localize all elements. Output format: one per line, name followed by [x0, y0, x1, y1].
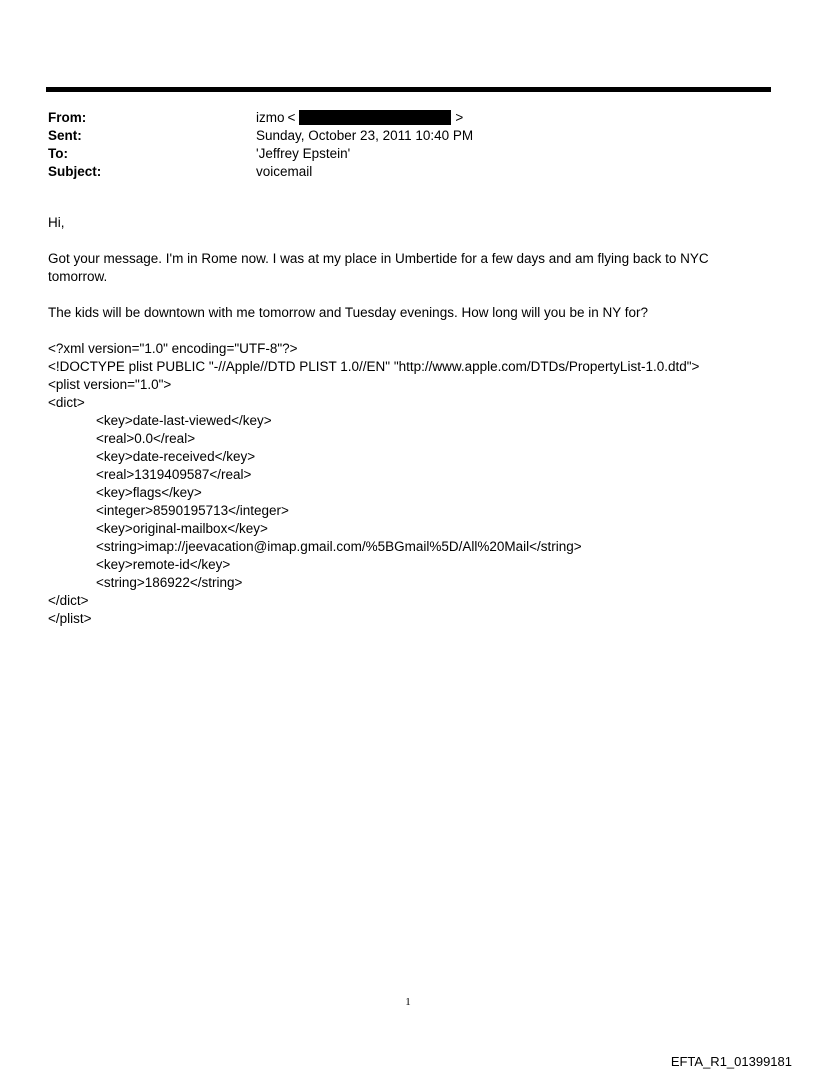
sent-row [48, 126, 748, 144]
subject-row [48, 162, 748, 180]
email-body [48, 214, 748, 628]
plist-line: <string>imap://jeevacation@imap.gmail.com/%5BGmail%5D/All%20Mail</string> [96, 539, 582, 554]
page-number: 1 [405, 996, 411, 1008]
plist-line: <key>flags</key> [96, 485, 202, 500]
plist-line: <key>date-last-viewed</key> [96, 413, 272, 428]
from-label: From: [48, 109, 87, 125]
to-label: To: [48, 145, 68, 161]
plist-line: <real>1319409587</real> [96, 467, 252, 482]
from-open-bracket: < [287, 109, 296, 125]
plist-line: <plist version="1.0"> [48, 377, 172, 392]
plist-line: <!DOCTYPE plist PUBLIC "-//Apple//DTD PLIST 1.0//EN" "http://www.apple.com/DTDs/PropertyList-1.0.dtd"> [48, 359, 700, 374]
redaction-block [299, 110, 451, 125]
plist-line: <string>186922</string> [96, 575, 243, 590]
email-header [48, 108, 748, 180]
to-row [48, 144, 748, 162]
plist-line: <?xml version="1.0" encoding="UTF-8"?> [48, 341, 298, 356]
sent-label: Sent: [48, 127, 82, 143]
plist-line: </plist> [48, 611, 92, 626]
header-divider [46, 87, 771, 92]
subject-label: Subject: [48, 163, 102, 179]
sent-value: Sunday, October 23, 2011 10:40 PM [256, 127, 474, 143]
plist-metadata [48, 340, 748, 628]
from-value [256, 110, 463, 125]
body-paragraph: The kids will be downtown with me tomorrow and Tuesday evenings. How long will you be in NY for? [48, 305, 649, 320]
subject-value: voicemail [256, 163, 313, 179]
plist-line: <integer>8590195713</integer> [96, 503, 289, 518]
to-value: 'Jeffrey Epstein' [256, 145, 351, 161]
plist-line: <key>date-received</key> [96, 449, 256, 464]
body-paragraph: Got your message. I'm in Rome now. I was at my place in Umbertide for a few days and am flying back to NYC tomorrow. [48, 251, 709, 284]
plist-line: <key>original-mailbox</key> [96, 521, 268, 536]
document-id: EFTA_R1_01399181 [670, 1054, 792, 1069]
plist-line: </dict> [48, 593, 89, 608]
plist-line: <dict> [48, 395, 85, 410]
greeting: Hi, [48, 215, 65, 230]
plist-line: <key>remote-id</key> [96, 557, 231, 572]
from-close-bracket: > [455, 109, 464, 125]
from-name: izmo [256, 109, 285, 125]
plist-line: <real>0.0</real> [96, 431, 196, 446]
from-row [48, 108, 748, 126]
